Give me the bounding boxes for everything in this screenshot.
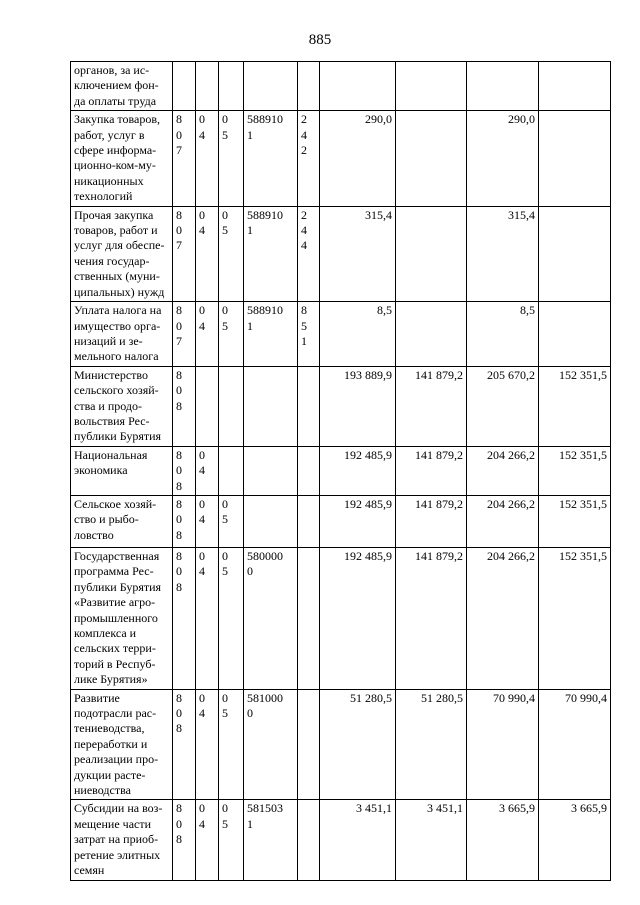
table-row bbox=[71, 547, 611, 689]
value-col3: 205 670,2 bbox=[467, 366, 539, 446]
expense-type-code: 2 4 4 bbox=[298, 206, 320, 301]
table-row bbox=[71, 495, 611, 547]
value-col3: 70 990,4 bbox=[467, 689, 539, 800]
target-article-code bbox=[244, 446, 298, 495]
value-col4 bbox=[539, 302, 611, 367]
subsection-code bbox=[219, 446, 244, 495]
value-col2: 141 879,2 bbox=[396, 495, 467, 547]
expense-type-code bbox=[298, 62, 320, 111]
value-col1: 192 485,9 bbox=[320, 547, 396, 689]
ministry-code: 8 0 7 bbox=[173, 206, 196, 301]
table-row bbox=[71, 62, 611, 111]
table-row bbox=[71, 206, 611, 301]
section-code: 0 4 bbox=[196, 206, 219, 301]
subsection-code: 0 5 bbox=[219, 800, 244, 880]
section-code: 0 4 bbox=[196, 547, 219, 689]
value-col4 bbox=[539, 206, 611, 301]
target-article-code bbox=[244, 62, 298, 111]
table-row bbox=[71, 800, 611, 880]
value-col3: 204 266,2 bbox=[467, 547, 539, 689]
row-name: Национальная экономика bbox=[71, 446, 173, 495]
ministry-code: 8 0 7 bbox=[173, 302, 196, 367]
value-col3: 315,4 bbox=[467, 206, 539, 301]
ministry-code: 8 0 8 bbox=[173, 800, 196, 880]
target-article-code: 588910 1 bbox=[244, 302, 298, 367]
subsection-code: 0 5 bbox=[219, 547, 244, 689]
expense-type-code bbox=[298, 689, 320, 800]
value-col1: 290,0 bbox=[320, 111, 396, 206]
value-col1: 192 485,9 bbox=[320, 446, 396, 495]
section-code: 0 4 bbox=[196, 302, 219, 367]
page-number: 885 bbox=[308, 32, 332, 48]
section-code: 0 4 bbox=[196, 111, 219, 206]
section-code: 0 4 bbox=[196, 800, 219, 880]
subsection-code bbox=[219, 62, 244, 111]
budget-table bbox=[70, 61, 611, 881]
value-col3: 204 266,2 bbox=[467, 495, 539, 547]
subsection-code: 0 5 bbox=[219, 111, 244, 206]
target-article-code: 581503 1 bbox=[244, 800, 298, 880]
ministry-code: 8 0 7 bbox=[173, 111, 196, 206]
value-col4: 70 990,4 bbox=[539, 689, 611, 800]
row-name: Прочая закупка товаров, работ и услуг для обеспе- чения государ- ственных (муни- ципальных) нужд bbox=[71, 206, 173, 301]
expense-type-code: 8 5 1 bbox=[298, 302, 320, 367]
value-col3: 290,0 bbox=[467, 111, 539, 206]
subsection-code: 0 5 bbox=[219, 206, 244, 301]
value-col1: 192 485,9 bbox=[320, 495, 396, 547]
value-col3 bbox=[467, 62, 539, 111]
target-article-code bbox=[244, 366, 298, 446]
value-col4: 152 351,5 bbox=[539, 547, 611, 689]
value-col2: 3 451,1 bbox=[396, 800, 467, 880]
section-code bbox=[196, 366, 219, 446]
value-col4: 152 351,5 bbox=[539, 446, 611, 495]
target-article-code: 580000 0 bbox=[244, 547, 298, 689]
section-code: 0 4 bbox=[196, 689, 219, 800]
expense-type-code bbox=[298, 366, 320, 446]
value-col3: 3 665,9 bbox=[467, 800, 539, 880]
value-col4: 152 351,5 bbox=[539, 366, 611, 446]
value-col1 bbox=[320, 62, 396, 111]
value-col2 bbox=[396, 62, 467, 111]
value-col3: 8,5 bbox=[467, 302, 539, 367]
value-col2: 141 879,2 bbox=[396, 547, 467, 689]
section-code bbox=[196, 62, 219, 111]
value-col1: 51 280,5 bbox=[320, 689, 396, 800]
value-col3: 204 266,2 bbox=[467, 446, 539, 495]
ministry-code bbox=[173, 62, 196, 111]
subsection-code bbox=[219, 366, 244, 446]
row-name: Государственная программа Рес- публики Бурятия «Развитие агро- промышленного комплекса и сельских терри- торий в Респуб- лике Бурятия» bbox=[71, 547, 173, 689]
value-col1: 3 451,1 bbox=[320, 800, 396, 880]
subsection-code: 0 5 bbox=[219, 495, 244, 547]
section-code: 0 4 bbox=[196, 495, 219, 547]
value-col4: 3 665,9 bbox=[539, 800, 611, 880]
expense-type-code bbox=[298, 495, 320, 547]
target-article-code: 588910 1 bbox=[244, 206, 298, 301]
value-col2: 141 879,2 bbox=[396, 446, 467, 495]
value-col4: 152 351,5 bbox=[539, 495, 611, 547]
value-col1: 315,4 bbox=[320, 206, 396, 301]
ministry-code: 8 0 8 bbox=[173, 446, 196, 495]
row-name: Закупка товаров, работ, услуг в сфере информа- ционно-ком-му- никационных технологий bbox=[71, 111, 173, 206]
target-article-code: 588910 1 bbox=[244, 111, 298, 206]
table-row bbox=[71, 446, 611, 495]
value-col1: 193 889,9 bbox=[320, 366, 396, 446]
ministry-code: 8 0 8 bbox=[173, 689, 196, 800]
expense-type-code bbox=[298, 446, 320, 495]
ministry-code: 8 0 8 bbox=[173, 366, 196, 446]
value-col2 bbox=[396, 206, 467, 301]
value-col2 bbox=[396, 302, 467, 367]
target-article-code bbox=[244, 495, 298, 547]
section-code: 0 4 bbox=[196, 446, 219, 495]
value-col2: 141 879,2 bbox=[396, 366, 467, 446]
table-row bbox=[71, 302, 611, 367]
table-row bbox=[71, 689, 611, 800]
subsection-code: 0 5 bbox=[219, 689, 244, 800]
row-name: Уплата налога на имущество орга- низаций и зе- мельного налога bbox=[71, 302, 173, 367]
ministry-code: 8 0 8 bbox=[173, 547, 196, 689]
table-row bbox=[71, 111, 611, 206]
row-name: Министерство сельского хозяй- ства и продо- вольствия Рес- публики Бурятия bbox=[71, 366, 173, 446]
value-col4 bbox=[539, 62, 611, 111]
row-name: Сельское хозяй- ство и рыбо- ловство bbox=[71, 495, 173, 547]
value-col1: 8,5 bbox=[320, 302, 396, 367]
row-name: Субсидии на воз- мещение части затрат на приоб- ретение элитных семян bbox=[71, 800, 173, 880]
value-col2: 51 280,5 bbox=[396, 689, 467, 800]
row-name: органов, за ис- ключением фон- да оплаты труда bbox=[71, 62, 173, 111]
row-name: Развитие подотрасли рас- тениеводства, переработки и реализации про- дукции расте- ниеводства bbox=[71, 689, 173, 800]
value-col2 bbox=[396, 111, 467, 206]
subsection-code: 0 5 bbox=[219, 302, 244, 367]
value-col4 bbox=[539, 111, 611, 206]
expense-type-code bbox=[298, 800, 320, 880]
ministry-code: 8 0 8 bbox=[173, 495, 196, 547]
target-article-code: 581000 0 bbox=[244, 689, 298, 800]
expense-type-code: 2 4 2 bbox=[298, 111, 320, 206]
expense-type-code bbox=[298, 547, 320, 689]
table-row bbox=[71, 366, 611, 446]
